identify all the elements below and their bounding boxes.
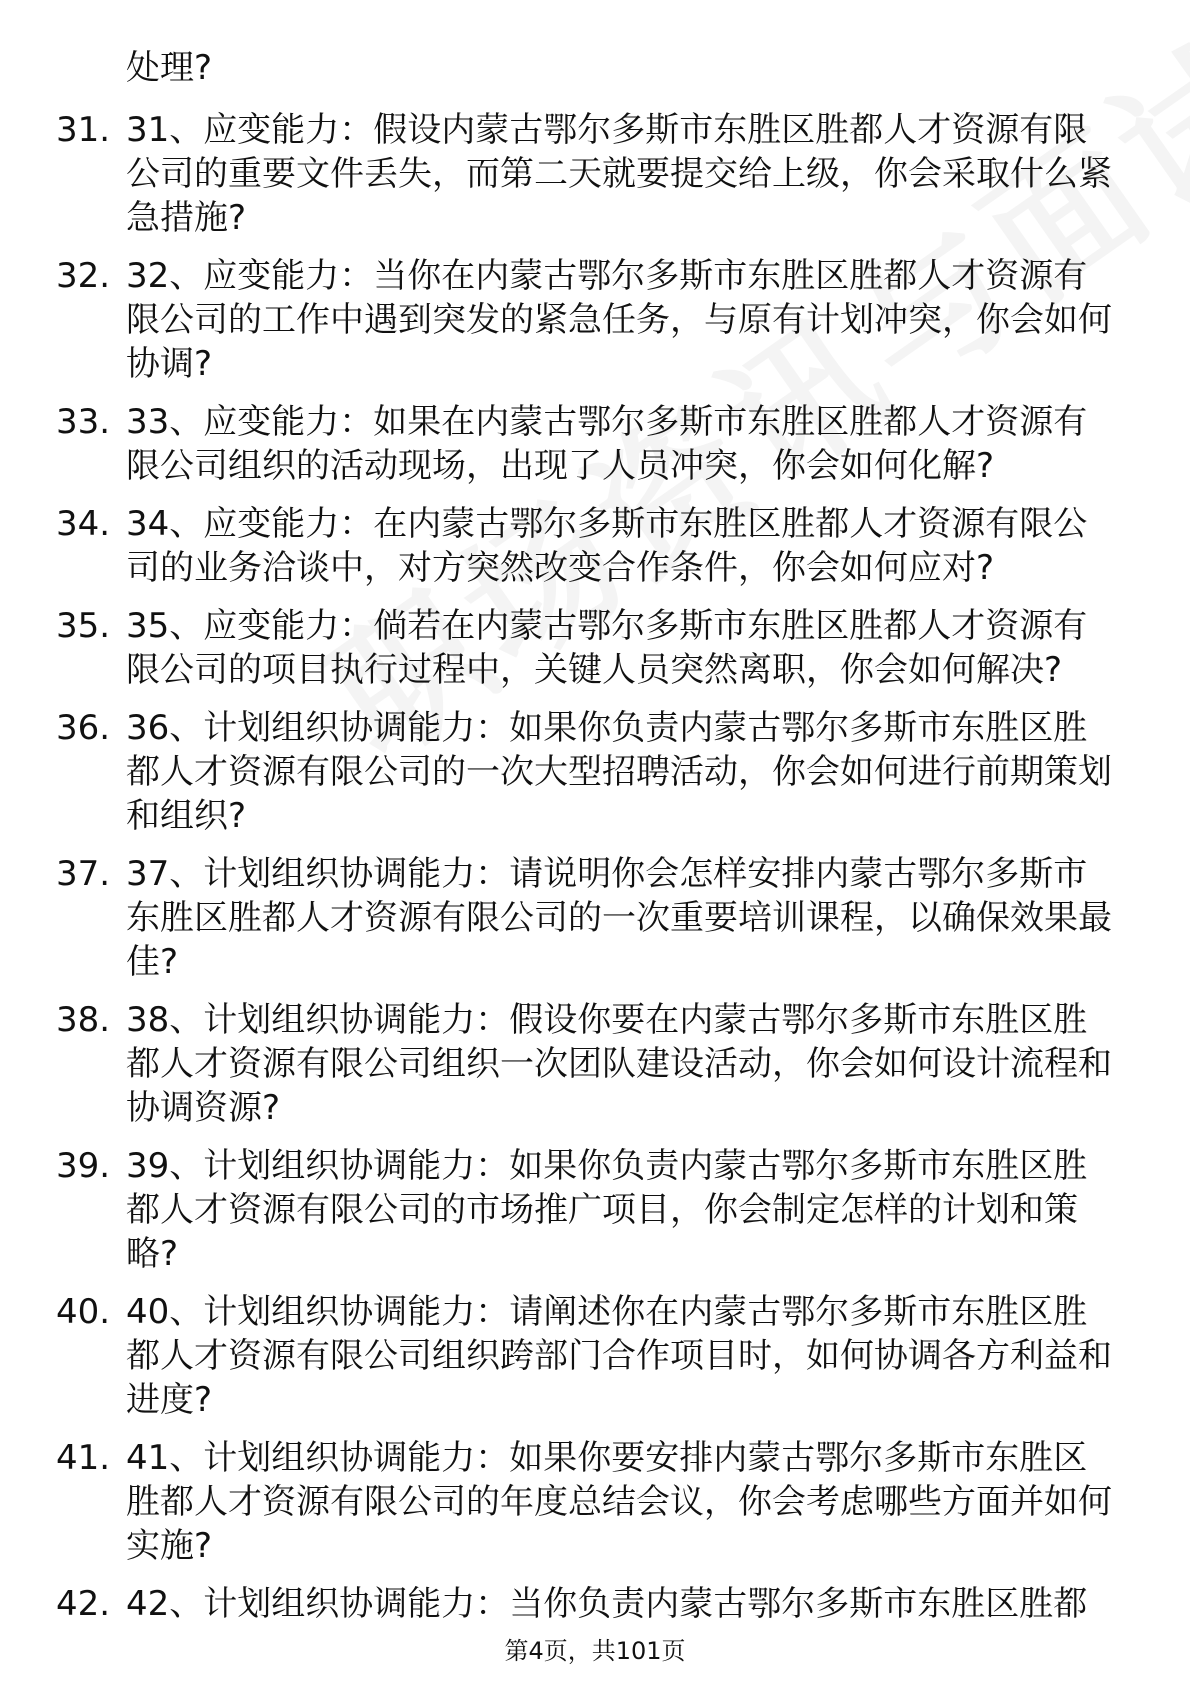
list-item [0,998,1190,1130]
continuation-text: 处理? [126,48,213,88]
item-text: 41、计划组织协调能力：如果你要安排内蒙古鄂尔多斯市东胜区胜都人才资源有限公司的年度总结会议，你会考虑哪些方面并如何实施? [126,1438,1112,1566]
item-text: 32、应变能力：当你在内蒙古鄂尔多斯市东胜区胜都人才资源有限公司的工作中遇到突发的紧急任务，与原有计划冲突，你会如何协调? [126,256,1112,384]
item-number: 35. [56,606,111,646]
item-text: 42、计划组织协调能力：当你负责内蒙古鄂尔多斯市东胜区胜都 [126,1584,1088,1624]
item-number: 42. [56,1584,111,1624]
item-number: 34. [56,504,111,544]
item-text: 34、应变能力：在内蒙古鄂尔多斯市东胜区胜都人才资源有限公司的业务洽谈中，对方突然改变合作条件，你会如何应对? [126,504,1088,588]
page-footer: 第4页，共101页 [504,1637,686,1665]
item-text: 37、计划组织协调能力：请说明你会怎样安排内蒙古鄂尔多斯市东胜区胜都人才资源有限公司的一次重要培训课程，以确保效果最佳? [126,854,1112,982]
list-item [0,1582,1190,1626]
item-number: 38. [56,1000,111,1040]
item-text: 33、应变能力：如果在内蒙古鄂尔多斯市东胜区胜都人才资源有限公司组织的活动现场，出现了人员冲突，你会如何化解? [126,402,1088,486]
item-text: 39、计划组织协调能力：如果你负责内蒙古鄂尔多斯市东胜区胜都人才资源有限公司的市场推广项目，你会制定怎样的计划和策略? [126,1146,1088,1274]
item-number: 37. [56,854,111,894]
item-text: 38、计划组织协调能力：假设你要在内蒙古鄂尔多斯市东胜区胜都人才资源有限公司组织一次团队建设活动，你会如何设计流程和协调资源? [126,1000,1112,1128]
list-item [0,604,1190,692]
list-item [0,852,1190,984]
question-list [0,108,1190,1640]
list-item [0,108,1190,240]
item-number: 41. [56,1438,111,1478]
list-item [0,1144,1190,1276]
item-text: 35、应变能力：倘若在内蒙古鄂尔多斯市东胜区胜都人才资源有限公司的项目执行过程中，关键人员突然离职，你会如何解决? [126,606,1088,690]
list-item [0,1290,1190,1422]
item-number: 33. [56,402,111,442]
list-item [0,254,1190,386]
list-item [0,502,1190,590]
list-item [0,400,1190,488]
item-number: 39. [56,1146,111,1186]
list-item [0,1436,1190,1568]
item-text: 40、计划组织协调能力：请阐述你在内蒙古鄂尔多斯市东胜区胜都人才资源有限公司组织跨部门合作项目时，如何协调各方利益和进度? [126,1292,1112,1420]
list-item [0,706,1190,838]
item-number: 36. [56,708,111,748]
item-text: 36、计划组织协调能力：如果你负责内蒙古鄂尔多斯市东胜区胜都人才资源有限公司的一次大型招聘活动，你会如何进行前期策划和组织? [126,708,1112,836]
item-text: 31、应变能力：假设内蒙古鄂尔多斯市东胜区胜都人才资源有限公司的重要文件丢失，而第二天就要提交给上级，你会采取什么紧急措施? [126,110,1112,238]
item-number: 40. [56,1292,111,1332]
item-number: 31. [56,110,111,150]
item-number: 32. [56,256,111,296]
